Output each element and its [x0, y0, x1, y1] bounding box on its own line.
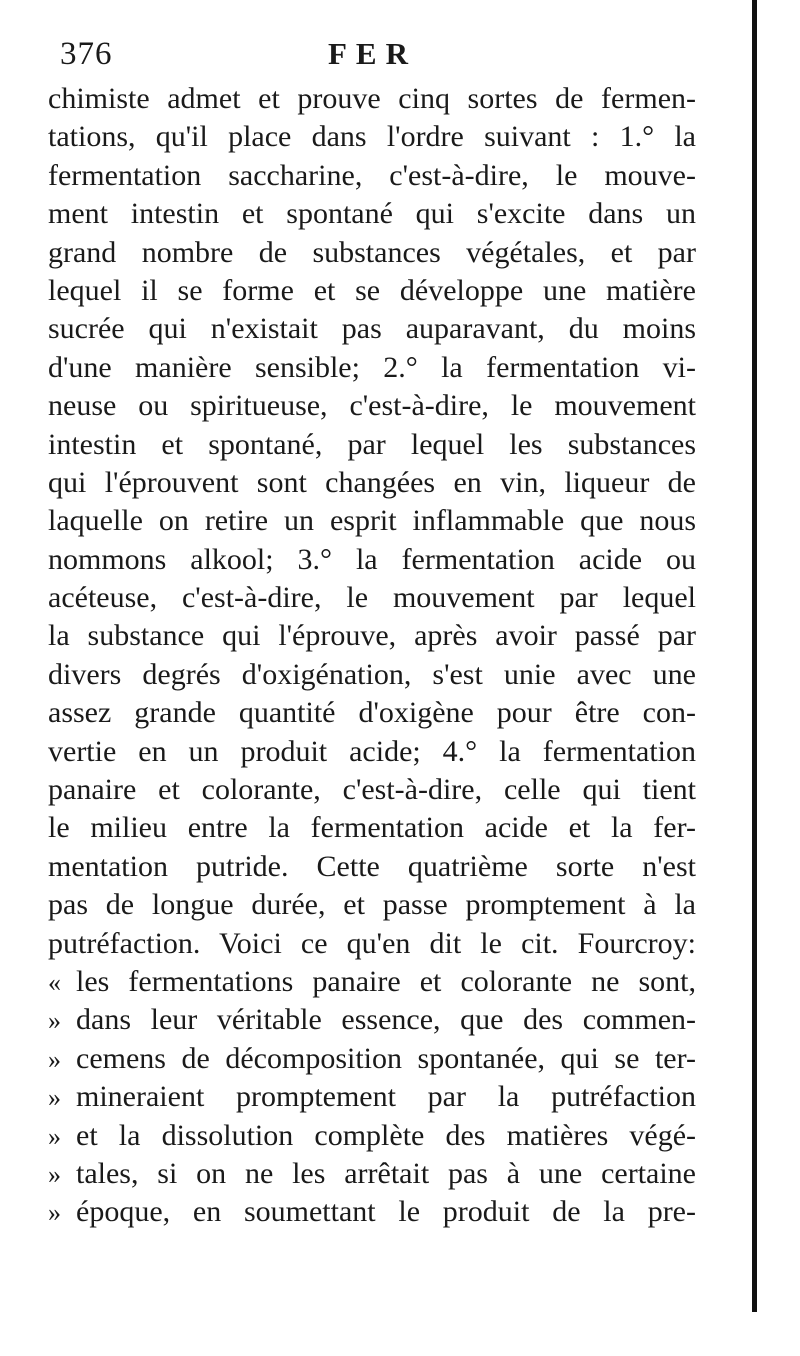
- quote-line: [48, 1117, 696, 1155]
- text-line: vertie en un produit acide; 4.° la fermentation: [48, 734, 696, 768]
- quote-text: mineraient promptement par la putréfaction: [76, 1080, 696, 1114]
- quote-line: [48, 1040, 696, 1078]
- text-line: tations, qu'il place dans l'ordre suivant : 1.° la: [48, 120, 696, 154]
- page-number: 376: [60, 36, 113, 72]
- quote-text: tales, si on ne les arrêtait pas à une certaine: [76, 1156, 696, 1190]
- text-line: fermentation saccharine, c'est-à-dire, le mouve-: [48, 158, 696, 192]
- text-line: nommons alkool; 3.° la fermentation acide ou: [48, 542, 696, 576]
- text-line: qui l'éprouvent sont changées en vin, liqueur de: [48, 465, 696, 499]
- text-line: laquelle on retire un esprit inflammable que nous: [48, 504, 696, 538]
- quote-mark: »: [48, 1006, 61, 1036]
- quote-line: [48, 1078, 696, 1116]
- text-line: assez grande quantité d'oxigène pour être con-: [48, 696, 696, 730]
- text-line: lequel il se forme et se développe une matière: [48, 273, 696, 307]
- text-line: d'une manière sensible; 2.° la fermentation vi-: [48, 350, 696, 384]
- quote-text: époque, en soumettant le produit de la pre-: [76, 1195, 696, 1229]
- page-edge-rule: [752, 0, 757, 1312]
- body-text: [48, 80, 696, 1232]
- text-line: la substance qui l'éprouve, après avoir passé par: [48, 619, 696, 653]
- text-line: panaire et colorante, c'est-à-dire, celle qui tient: [48, 773, 696, 807]
- quote-text: cemens de décomposition spontanée, qui se ter-: [76, 1041, 696, 1075]
- quote-line: [48, 1193, 696, 1231]
- quote-line: [48, 1155, 696, 1193]
- quote-text: les fermentations panaire et colorante ne sont,: [76, 964, 696, 998]
- text-line: divers degrés d'oxigénation, s'est unie avec une: [48, 657, 696, 691]
- quote-mark: »: [48, 1044, 61, 1074]
- page-header: [60, 34, 700, 74]
- quote-text: dans leur véritable essence, que des commen-: [76, 1003, 696, 1037]
- quote-mark: »: [48, 1198, 61, 1228]
- text-line: chimiste admet et prouve cinq sortes de fermen-: [48, 82, 696, 115]
- text-line: grand nombre de substances végétales, et par: [48, 235, 696, 269]
- running-head: FER: [328, 36, 417, 71]
- quote-line: [48, 963, 696, 1001]
- text-line: le milieu entre la fermentation acide et la fer-: [48, 811, 696, 845]
- quote-line: [48, 1001, 696, 1039]
- text-line: neuse ou spiritueuse, c'est-à-dire, le mouvement: [48, 389, 696, 423]
- text-line: pas de longue durée, et passe promptement à la: [48, 888, 696, 922]
- text-line: intestin et spontané, par lequel les substances: [48, 427, 696, 461]
- quote-mark: »: [48, 1083, 61, 1113]
- quote-mark: «: [48, 967, 61, 997]
- text-line: acéteuse, c'est-à-dire, le mouvement par lequel: [48, 581, 696, 615]
- quote-mark: »: [48, 1121, 61, 1151]
- quote-text: et la dissolution complète des matières végé-: [76, 1118, 696, 1152]
- text-line: ment intestin et spontané qui s'excite dans un: [48, 197, 696, 231]
- text-line: putréfaction. Voici ce qu'en dit le cit. Fourcroy:: [48, 926, 696, 960]
- text-line: sucrée qui n'existait pas auparavant, du moins: [48, 312, 696, 346]
- text-line: mentation putride. Cette quatrième sorte n'est: [48, 849, 696, 883]
- quote-mark: »: [48, 1159, 61, 1189]
